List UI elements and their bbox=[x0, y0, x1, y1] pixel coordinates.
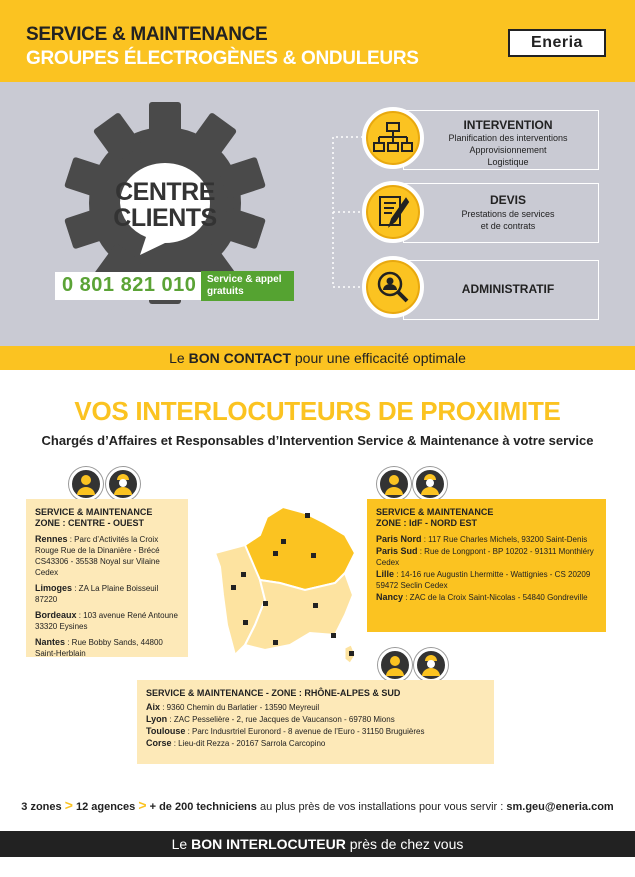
agency-rennes: Rennes : Parc d’Activités la Croix Rouge Rue de la Dinanière - Brécé CS43306 - 35538 Noyal sur Vilaine Cedex bbox=[35, 534, 160, 577]
zone-south-title: SERVICE & MAINTENANCE - ZONE : RHÔNE-ALPES & SUD bbox=[146, 688, 401, 698]
zone-west-title1: SERVICE & MAINTENANCE bbox=[35, 507, 153, 517]
zone-idf-nord-est bbox=[367, 499, 606, 632]
intervention-line1: Planification des interventions bbox=[448, 133, 568, 143]
contact-email[interactable]: sm.geu@eneria.com bbox=[506, 801, 614, 813]
person-search-icon bbox=[366, 260, 420, 314]
agency-lyon: Lyon : ZAC Pesselière - 2, rue Jacques de Vaucanson - 69780 Mions bbox=[146, 714, 395, 724]
section-subtitle: Chargés d’Affaires et Responsables d’Intervention Service & Maintenance à votre service bbox=[41, 433, 594, 448]
free-call-badge bbox=[201, 271, 294, 301]
intervention-line3: Logistique bbox=[487, 157, 529, 167]
bar1-bold: BON CONTACT bbox=[188, 350, 291, 366]
footer-text: au plus près de vos installations pour vous servir : bbox=[256, 801, 507, 813]
bar1-suffix: pour une efficacité optimale bbox=[291, 350, 466, 366]
bar2-suffix: près de chez vous bbox=[345, 836, 464, 852]
chevron-right-icon: > bbox=[64, 797, 73, 813]
agency-corse: Corse : Lieu-dit Rezza - 20167 Sarrola Carcopino bbox=[146, 738, 326, 748]
devis-line1: Prestations de services bbox=[461, 209, 555, 219]
intervention-title: INTERVENTION bbox=[463, 118, 553, 132]
bar1-prefix: Le bbox=[169, 350, 189, 366]
devis-line2: et de contrats bbox=[480, 221, 536, 231]
intervention-line2: Approvisionnement bbox=[469, 145, 547, 155]
agency-lille: Lille : 14-16 rue Augustin Lhermitte - Wattignies - CS 20209 59472 Seclin Cedex bbox=[376, 569, 591, 590]
bon-contact-bar bbox=[0, 346, 635, 370]
bar2-bold: BON INTERLOCUTEUR bbox=[191, 836, 346, 852]
technician-icon bbox=[109, 470, 137, 498]
agency-bordeaux: Bordeaux : 103 avenue René Antoune 33320 Eysines bbox=[35, 610, 178, 631]
bon-interlocuteur-bar bbox=[0, 831, 635, 857]
avatar-west-2 bbox=[106, 467, 140, 501]
header-subtitle: GROUPES ÉLECTROGÈNES & ONDULEURS bbox=[26, 48, 419, 69]
footer-stats bbox=[0, 797, 635, 813]
centre-clients-line1: CENTRE bbox=[115, 178, 215, 206]
zone-east-title2: ZONE : IdF - NORD EST bbox=[376, 518, 477, 528]
document-pen-icon bbox=[366, 185, 420, 239]
france-map-icon bbox=[205, 505, 375, 665]
person-icon bbox=[381, 651, 409, 679]
badge-line2: gratuits bbox=[207, 286, 244, 297]
org-chart-icon bbox=[366, 111, 420, 165]
administratif-icon-circle bbox=[362, 256, 424, 318]
header-title: SERVICE & MAINTENANCE bbox=[26, 24, 268, 45]
stat-zones: 3 zones bbox=[21, 801, 62, 813]
zone-rhone-alpes-sud bbox=[137, 680, 494, 764]
chevron-right-icon: > bbox=[138, 797, 147, 813]
zone-east-title1: SERVICE & MAINTENANCE bbox=[376, 507, 494, 517]
avatar-east-2 bbox=[413, 467, 447, 501]
agency-nancy: Nancy : ZAC de la Croix Saint-Nicolas - 54840 Gondreville bbox=[376, 592, 588, 602]
agency-paris-nord: Paris Nord : 117 Rue Charles Michels, 93200 Saint-Denis bbox=[376, 534, 588, 544]
badge-line1: Service & appel bbox=[207, 274, 282, 285]
devis-title: DEVIS bbox=[489, 193, 526, 207]
avatar-south-1 bbox=[378, 648, 412, 682]
phone-number[interactable]: 0 801 821 010 bbox=[62, 274, 197, 296]
person-icon bbox=[72, 470, 100, 498]
avatar-south-2 bbox=[414, 648, 448, 682]
agency-nantes: Nantes : Rue Bobby Sands, 44800 Saint-Herblain bbox=[35, 637, 163, 658]
technician-icon bbox=[416, 470, 444, 498]
agency-limoges: Limoges : ZA La Plaine Boisseuil 87220 bbox=[35, 583, 159, 604]
dotted-connector bbox=[318, 135, 368, 305]
devis-icon-circle bbox=[362, 181, 424, 243]
bar2-prefix: Le bbox=[171, 836, 192, 852]
agency-paris-sud: Paris Sud : Rue de Longpont - BP 10202 - 91311 Monthléry Cedex bbox=[376, 546, 594, 567]
person-icon bbox=[380, 470, 408, 498]
stat-technicians: + de 200 techniciens bbox=[149, 801, 257, 813]
agency-aix: Aix : 9360 Chemin du Barlatier - 13590 Meyreuil bbox=[146, 702, 320, 712]
agency-toulouse: Toulouse : Parc Indusrtriel Euronord - 8 avenue de l’Euro - 31150 Bruguières bbox=[146, 726, 425, 736]
zone-west-title2: ZONE : CENTRE - OUEST bbox=[35, 518, 145, 528]
stat-agencies: 12 agences bbox=[75, 801, 136, 813]
zone-centre-ouest bbox=[26, 499, 188, 657]
centre-clients-line2: CLIENTS bbox=[113, 204, 217, 232]
avatar-west-1 bbox=[69, 467, 103, 501]
section-title: VOS INTERLOCUTEURS DE PROXIMITE bbox=[74, 396, 561, 426]
eneria-logo: Eneria bbox=[508, 29, 606, 57]
avatar-east-1 bbox=[377, 467, 411, 501]
administratif-title: ADMINISTRATIF bbox=[461, 282, 555, 296]
technician-icon bbox=[417, 651, 445, 679]
intervention-icon-circle bbox=[362, 107, 424, 169]
bottom-margin bbox=[0, 857, 635, 877]
